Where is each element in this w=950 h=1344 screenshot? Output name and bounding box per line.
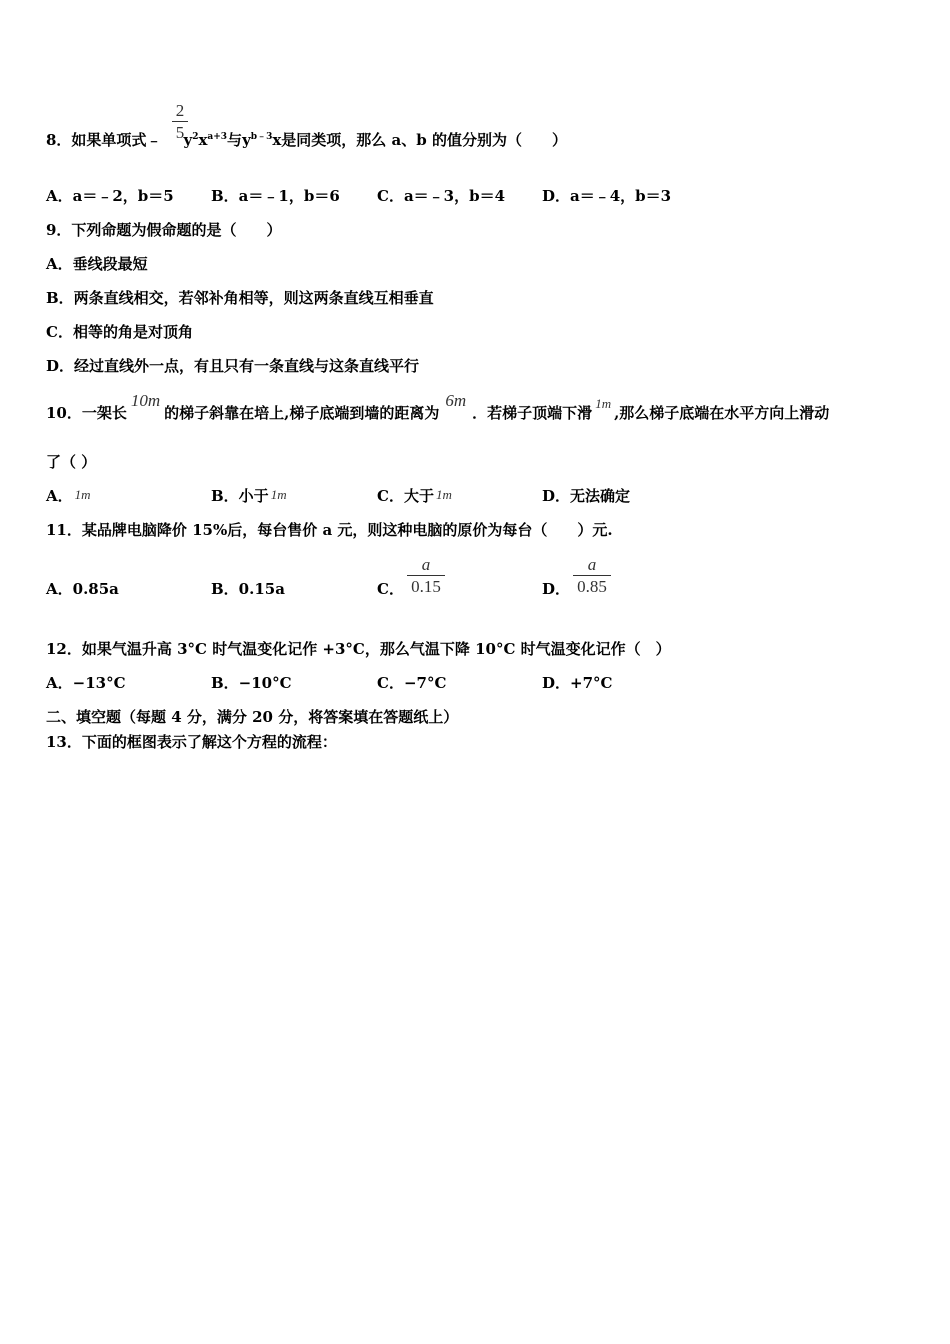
q11-option-c-fraction [407,555,445,598]
q10-option-a-math: 1m [74,487,91,502]
q11-option-c-label: C． [377,580,404,598]
q12-stem: 12．如果气温升高 3°C 时气温变化记作 +3°C，那么气温下降 10°C 时气温变化记作（ ） [46,640,671,658]
q8-rest: 是同类项，那么 a、b 的值分别为（ ） [281,131,567,149]
q9-option-a[interactable]: A．垂线段最短 [46,255,148,273]
q12-option-d[interactable]: D．+7°C [542,674,613,692]
q10-part-1: 10．一架长 [46,404,127,422]
q11-option-d[interactable] [542,579,570,599]
q8-var-x: x [198,131,208,149]
q10-option-b-label: B．小于 [211,487,269,505]
q11-option-d-fraction [573,555,611,598]
q12-option-b[interactable]: B．−10°C [211,674,292,692]
q11-option-c-denominator: 0.15 [411,577,441,596]
q8-and: 与 [227,131,243,149]
q13-stem: 13．下面的框图表示了解这个方程的流程： [46,733,337,751]
q11-option-d-label: D． [542,580,571,598]
q11-option-b[interactable]: B．0.15a [211,580,285,598]
q10-part-4: ,那么梯子底端在水平方向上滑动 [614,404,830,422]
q9-option-d[interactable]: D．经过直线外一点，有且只有一条直线与这条直线平行 [46,357,420,375]
q10-option-d-label: D．无法确定 [542,487,631,505]
q10-stem-continued: 了（ ） [46,453,97,471]
q10-math-slide: 1m [595,396,612,411]
q10-part-3: ．若梯子顶端下滑 [472,404,593,422]
q9-stem: 9．下列命题为假命题的是（ ） [46,221,282,239]
q10-option-d[interactable] [542,486,630,506]
q10-option-a[interactable] [46,486,91,507]
q11-option-d-numerator: a [587,555,597,574]
q8-fraction-denominator: 5 [175,123,185,142]
q8-exp-2: a+3 [207,132,228,142]
q10-option-b[interactable] [211,486,287,507]
q8-option-a[interactable]: A．a＝﹣2，b＝5 [46,187,174,205]
q8-option-c[interactable]: C．a＝﹣3，b＝4 [377,187,506,205]
q8-var-y2: y [242,131,251,149]
q8-minus: ﹣ [146,131,162,149]
q10-option-c-math: 1m [435,487,452,502]
q8-exp-3: b﹣3 [250,132,273,142]
section-heading: 二、填空题（每题 4 分，满分 20 分，将答案填在答题纸上） [46,708,459,726]
q11-option-c-numerator: a [421,555,431,574]
q11-option-d-denominator: 0.85 [577,577,607,596]
q12-option-a[interactable]: A．−13°C [46,674,126,692]
q8-exp-1: 2 [192,132,199,142]
q11-option-c[interactable] [377,579,404,599]
q11-stem: 11．某品牌电脑降价 15%后，每台售价 a 元，则这种电脑的原价为每台（ ）元. [46,521,613,539]
q10-math-distance: 6m [445,391,467,410]
q8-var-y: y [183,131,193,149]
q10-math-length: 10m [130,391,161,410]
q12-option-c[interactable]: C．−7°C [377,674,447,692]
q8-number: 8．如果单项式 [46,131,147,149]
q8-var-x2: x [272,131,282,149]
q10-option-a-label: A． [46,487,73,505]
q11-option-a[interactable]: A．0.85a [46,580,119,598]
q10-option-c[interactable] [377,486,452,507]
q10-stem [46,391,830,424]
q8-option-d[interactable]: D．a＝﹣4，b＝3 [542,187,672,205]
q8-stem [46,127,567,150]
q9-option-b[interactable]: B．两条直线相交，若邻补角相等，则这两条直线互相垂直 [46,289,434,307]
q8-fraction-numerator: 2 [175,101,185,120]
q10-option-b-math: 1m [270,487,287,502]
q8-option-b[interactable]: B．a＝﹣1，b＝6 [211,187,340,205]
q10-option-c-label: C．大于 [377,487,434,505]
q9-option-c[interactable]: C．相等的角是对顶角 [46,323,193,341]
q10-part-2: 的梯子斜靠在培上,梯子底端到墙的距离为 [164,404,440,422]
